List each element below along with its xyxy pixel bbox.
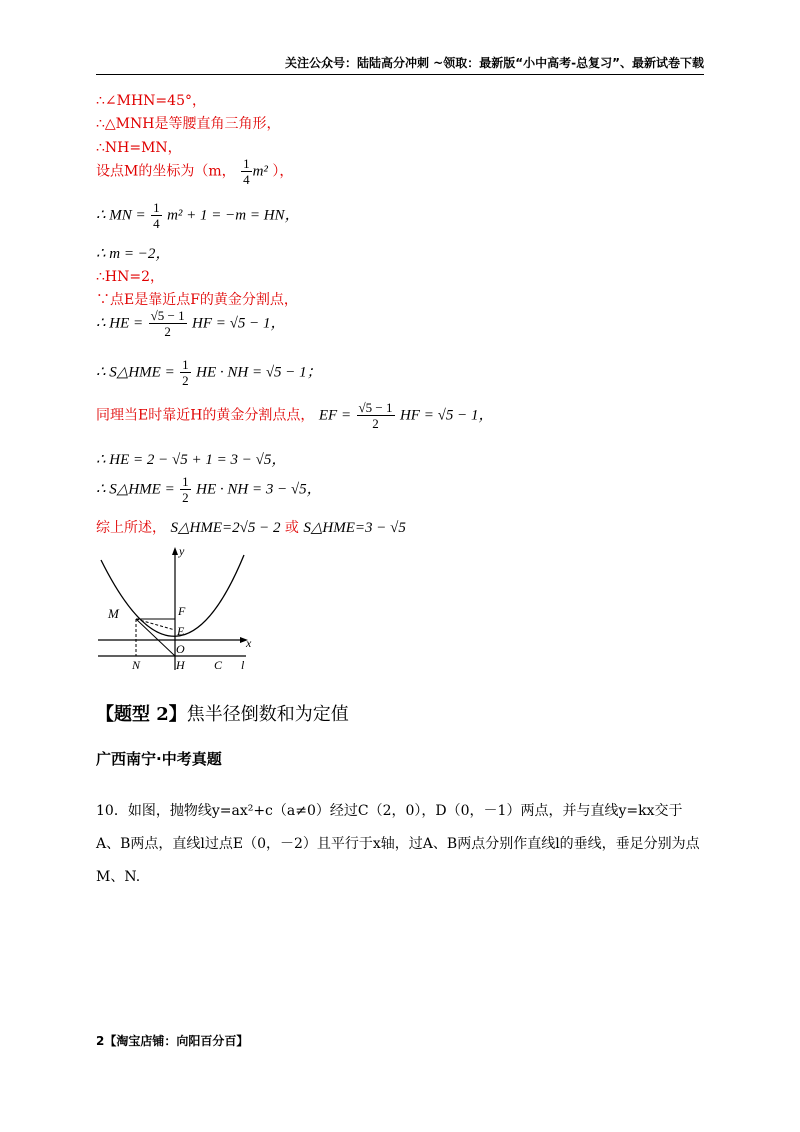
problem-text: 如图，抛物线y=ax²+c（a≠0）经过C（2，0），D（0，－1）两点，并与直线y=kx交于A、B两点，直线l过点E（0，－2）且平行于x轴，过A、B两点分别作直线l的垂线，垂足分别为点M、N. <box>96 803 700 885</box>
solution-line-13 <box>96 474 322 505</box>
math: HE · NH = √5 − 1； <box>196 364 322 381</box>
solution-line-4 <box>96 156 293 187</box>
solution-line-10 <box>96 357 322 388</box>
math: ∴ m = −2， <box>96 246 171 262</box>
solution-line-12 <box>96 448 286 469</box>
parabola-figure <box>96 545 256 675</box>
label-m: M <box>108 606 119 621</box>
label-f: F <box>178 604 186 618</box>
text: 或 <box>284 520 299 536</box>
math: HE · NH = 3 − √5， <box>196 481 322 498</box>
fraction <box>241 156 252 187</box>
fraction <box>151 200 162 231</box>
label-x: x <box>246 636 252 650</box>
numerator: 1 <box>243 156 250 171</box>
numerator: 1 <box>182 357 189 372</box>
fraction <box>357 400 395 431</box>
math: ∴ HE = <box>96 315 144 332</box>
label-o: O <box>176 642 185 656</box>
text: ）， <box>272 163 294 180</box>
solution-line-1: ∴∠MHN=45°， <box>96 93 206 109</box>
page-header: 关注公众号：陆陆高分冲刺 ~领取：最新版“小中高考-总复习”、最新试卷下载 <box>96 52 704 75</box>
page-footer <box>96 1032 248 1049</box>
numerator: √5 − 1 <box>150 308 185 323</box>
solution-line-5 <box>96 200 300 231</box>
solution-line-6 <box>96 242 170 263</box>
math: EF = <box>318 407 352 424</box>
parabola-curve <box>101 555 244 636</box>
denominator: 2 <box>372 416 379 431</box>
math: S△HME=3 − √5 <box>303 520 406 536</box>
solution-line-11 <box>96 400 493 431</box>
footer-text: 【淘宝店铺：向阳百分百】 <box>104 1034 249 1048</box>
denominator: 4 <box>243 172 250 187</box>
label-y: y <box>179 545 185 558</box>
solution-line-14 <box>96 517 406 537</box>
text: 设点M的坐标为（m， <box>96 163 236 180</box>
fraction <box>180 474 191 505</box>
section-title <box>96 700 349 726</box>
solution-line-2: ∴△MNH是等腰直角三角形， <box>96 116 281 132</box>
label-n: N <box>132 658 141 672</box>
label-e: E <box>177 624 185 638</box>
fraction <box>180 357 191 388</box>
fraction <box>149 308 187 339</box>
text: 综上所述， <box>96 520 166 536</box>
problem-number: 10． <box>96 803 128 819</box>
subsection-title: 广西南宁·中考真题 <box>96 750 222 768</box>
problem-10 <box>96 795 706 894</box>
math: m² <box>252 163 268 180</box>
section-title-text: 焦半径倒数和为定值 <box>186 704 349 725</box>
numerator: √5 − 1 <box>358 400 393 415</box>
label-h: H <box>176 658 185 672</box>
math: ∴ S△HME = <box>96 364 175 381</box>
math: ∴ HE = 2 − √5 + 1 = 3 − √5， <box>96 452 287 468</box>
y-axis-arrow <box>172 547 178 555</box>
solution-line-7: ∴HN=2， <box>96 269 165 285</box>
math: S△HME=2√5 − 2 <box>170 520 281 536</box>
denominator: 2 <box>182 490 189 505</box>
text: 同理当E时靠近H的黄金分割点点， <box>96 407 315 424</box>
label-c: C <box>214 658 223 672</box>
solution-line-8: ∵点E是靠近点F的黄金分割点， <box>96 292 298 308</box>
denominator: 2 <box>182 373 189 388</box>
solution-line-9 <box>96 308 286 339</box>
section-label: 【题型 2】 <box>96 704 187 725</box>
label-l: l <box>241 658 245 672</box>
math: ∴ S△HME = <box>96 481 175 498</box>
solution-line-3: ∴NH=MN， <box>96 140 182 156</box>
math: ∴ MN = <box>96 207 146 224</box>
numerator: 1 <box>182 474 189 489</box>
page-number: 2 <box>96 1034 105 1048</box>
numerator: 1 <box>153 200 160 215</box>
math: HF = √5 − 1， <box>192 315 286 332</box>
denominator: 2 <box>164 324 171 339</box>
math: m² + 1 = −m = HN， <box>167 207 300 224</box>
denominator: 4 <box>153 216 160 231</box>
math: HF = √5 − 1， <box>399 407 494 424</box>
